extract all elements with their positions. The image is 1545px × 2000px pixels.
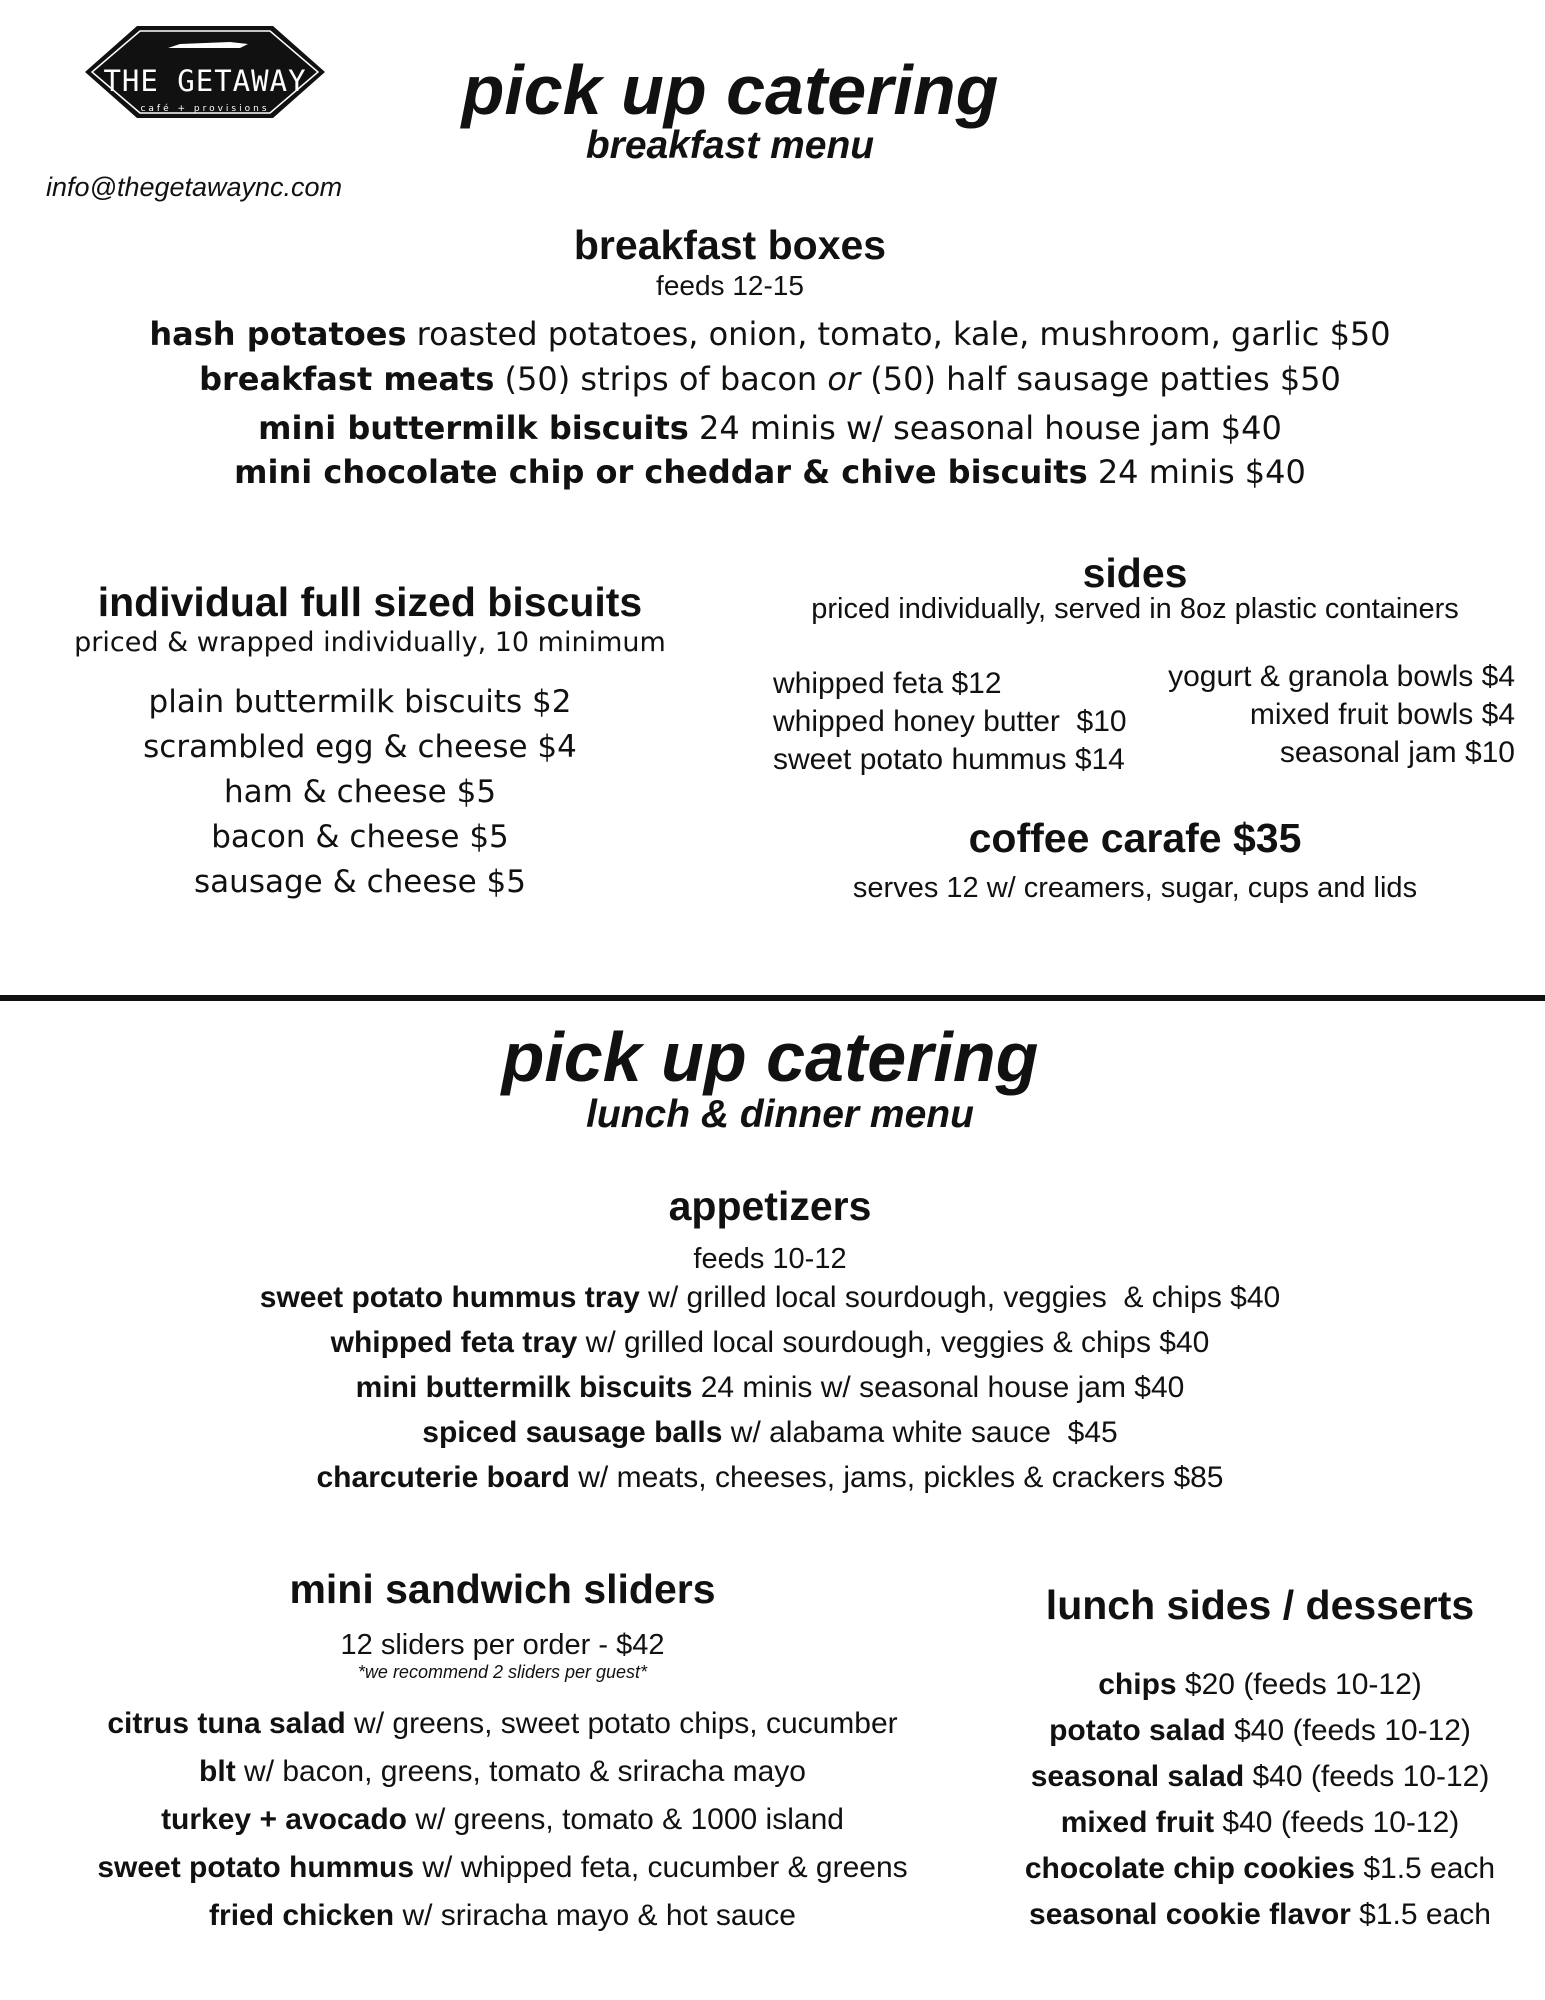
item-desc: w/ meats, cheeses, jams, pickles & crackers $85 [569,1461,1224,1494]
breakfast-title: pick up catering [461,51,999,129]
list-item [20,1700,985,1748]
list-item: scrambled egg & cheese $4 [143,729,577,765]
item-desc: $1.5 each [1350,1898,1491,1931]
item-desc: $40 (feeds 10-12) [1244,1760,1490,1793]
item-desc: w/ grilled local sourdough, veggies & chips $40 [639,1281,1281,1314]
item-desc: (50) strips of bacon [494,359,828,398]
list-item: ham & cheese $5 [223,774,497,810]
list-item [20,1748,985,1796]
appetizers-heading: appetizers [668,1183,872,1229]
item-name: breakfast meats [199,359,495,398]
list-item [990,1662,1530,1708]
list-item [40,406,1500,451]
item-desc: w/ sriracha mayo & hot sauce [394,1899,796,1932]
item-desc-or: or [827,359,861,398]
list-item: sausage & cheese $5 [194,864,526,900]
item-desc: w/ bacon, greens, tomato & sriracha mayo [235,1755,806,1788]
list-item [60,1275,1480,1320]
breakfast-boxes-note: feeds 12-15 [656,270,804,301]
breakfast-subtitle: breakfast menu [585,124,875,167]
item-name: chips [1098,1668,1177,1701]
list-item: plain buttermilk biscuits $2 [148,684,572,720]
getaway-logo [80,22,330,122]
lunch-sides-list [990,1662,1530,1938]
list-item: mixed fruit bowls $4 [1249,698,1515,731]
item-name: charcuterie board [316,1461,570,1494]
item-name: sweet potato hummus tray [259,1281,640,1314]
item-name: mixed fruit [1060,1806,1215,1839]
item-desc: 24 minis w/ seasonal house jam $40 [692,1371,1185,1404]
item-name: hash potatoes [149,315,407,353]
item-desc: (50) half sausage patties $50 [860,359,1341,398]
list-item [990,1754,1530,1800]
list-item [990,1892,1530,1938]
item-name: chocolate chip cookies [1024,1852,1355,1885]
appetizers-note: feeds 10-12 [693,1243,847,1275]
section-divider [0,995,1545,1001]
item-name: seasonal salad [1030,1760,1245,1793]
list-item [60,1455,1480,1500]
lunch-subtitle: lunch & dinner menu [586,1093,974,1136]
logo-tagline: café + provisions [140,104,270,114]
item-desc: $1.5 each [1354,1852,1496,1885]
sides-right-list [1168,658,1515,772]
item-desc: w/ greens, sweet potato chips, cucumber [345,1707,898,1740]
biscuits-note: priced & wrapped individually, 10 minimum [74,627,666,658]
item-desc: roasted potatoes, onion, tomato, kale, mushroom, garlic $50 [406,315,1391,353]
list-item: yogurt & granola bowls $4 [1168,660,1515,693]
item-desc: w/ alabama white sauce $45 [722,1416,1118,1449]
breakfast-boxes-heading: breakfast boxes [573,222,887,268]
item-desc: w/ whipped feta, cucumber & greens [414,1851,908,1884]
list-item [20,1892,985,1940]
item-desc: w/ grilled local sourdough, veggies & chips $40 [577,1326,1210,1359]
list-item [990,1800,1530,1846]
list-item [60,1365,1480,1410]
item-desc: $20 (feeds 10-12) [1176,1668,1422,1701]
list-item [990,1708,1530,1754]
item-name: whipped feta tray [330,1326,578,1359]
sliders-list [20,1700,985,1940]
item-desc: w/ greens, tomato & 1000 island [407,1803,844,1836]
item-name: fried chicken [209,1899,395,1932]
list-item: bacon & cheese $5 [211,819,509,855]
list-item [60,1320,1480,1365]
item-name: citrus tuna salad [107,1707,346,1740]
list-item [60,1410,1480,1455]
sides-left-list [773,665,1127,779]
logo-name: THE GETAWAY [103,64,307,98]
coffee-heading: coffee carafe $35 [968,815,1302,861]
list-item [40,312,1500,357]
list-item [990,1846,1530,1892]
item-name: potato salad [1049,1714,1226,1747]
list-item: whipped feta $12 [773,667,1002,700]
list-item: whipped honey butter $10 [773,705,1127,738]
list-item: seasonal jam $10 [1279,736,1515,769]
sides-heading: sides [1082,550,1188,596]
appetizers-list [60,1275,1480,1500]
list-item: sweet potato hummus $14 [773,743,1125,776]
list-item [20,1796,985,1844]
item-name: turkey + avocado [161,1803,408,1836]
item-name: mini chocolate chip or cheddar & chive biscuits [234,453,1088,492]
list-item [40,450,1500,495]
list-item [40,357,1500,402]
lunch-title: pick up catering [501,1018,1039,1096]
item-desc: $40 (feeds 10-12) [1225,1714,1471,1747]
item-name: sweet potato hummus [97,1851,415,1884]
item-desc: 24 minis w/ seasonal house jam $40 [688,408,1282,447]
lunch-sides-heading: lunch sides / desserts [1045,1582,1475,1628]
item-name: spiced sausage balls [422,1416,723,1449]
biscuits-heading: individual full sized biscuits [97,579,643,625]
item-desc: $40 (feeds 10-12) [1214,1806,1460,1839]
item-name: blt [199,1755,236,1788]
item-desc: 24 minis $40 [1087,453,1306,492]
item-name: seasonal cookie flavor [1029,1898,1351,1931]
contact-email[interactable]: info@thegetawaync.com [46,172,343,202]
sides-note: priced individually, served in 8oz plastic containers [811,593,1459,625]
list-item [20,1844,985,1892]
breakfast-boxes-list [40,312,1500,495]
sliders-note: 12 sliders per order - $42 [340,1629,665,1661]
item-name: mini buttermilk biscuits [355,1371,693,1404]
biscuits-list [40,680,680,905]
sliders-recommend: *we recommend 2 sliders per guest* [357,1662,648,1682]
coffee-note: serves 12 w/ creamers, sugar, cups and lids [852,872,1418,904]
sliders-heading: mini sandwich sliders [289,1566,716,1612]
item-name: mini buttermilk biscuits [258,408,689,447]
